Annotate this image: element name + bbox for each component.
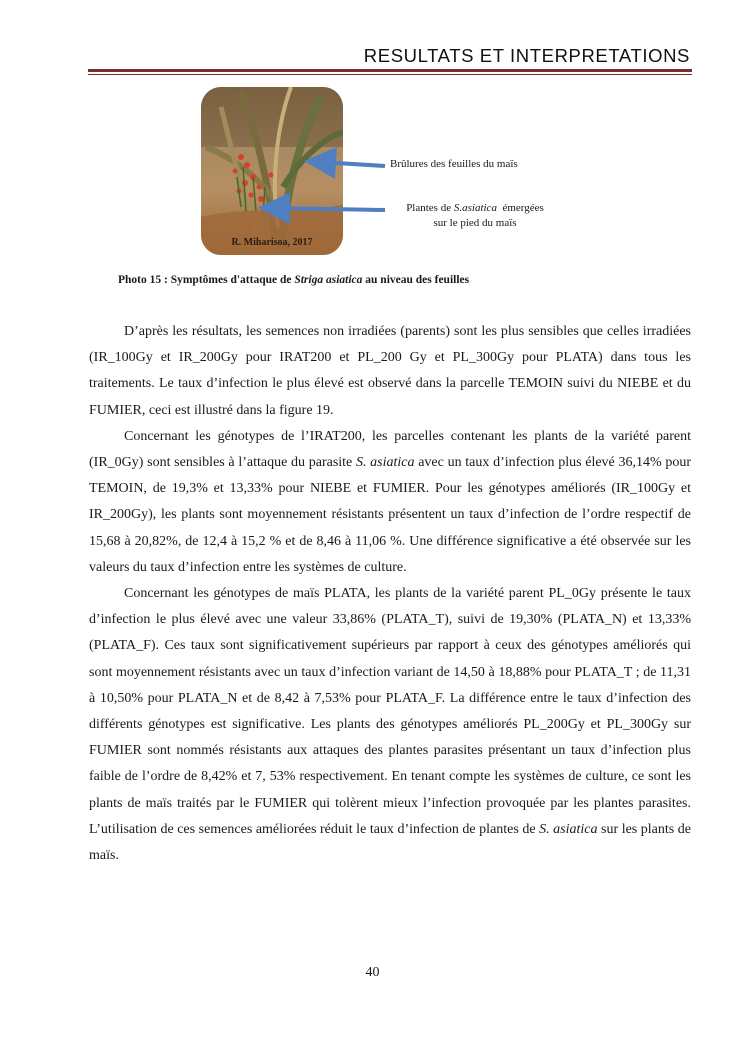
arrow-leaf-burn	[320, 162, 385, 166]
photo-credit: R. Miharisoa, 2017	[231, 237, 313, 248]
running-header: RESULTATS ET INTERPRETATIONS	[363, 45, 690, 66]
body-text	[89, 319, 691, 869]
page-number: 40	[365, 965, 380, 980]
annotation-striga-plants: Plantes de S.asiatica émergées sur le pied du maïs	[406, 202, 544, 229]
photo-caption: Photo 15 : Symptômes d'attaque de Striga asiatica au niveau des feuilles	[118, 274, 470, 286]
annotation-leaf-burn: Brûlures des feuilles du maïs	[390, 158, 518, 170]
paragraph-3: Concernant les génotypes de maïs PLATA, les plants de la variété parent PL_0Gy présente le taux d’infection le plus élevé avec une valeur 33,86% (PLATA_T), suivi de 19,30% (PLATA_N) et 13,33% (PLATA_F). Ces taux sont significativement supérieurs par rapport à ceux des génotypes améliorés qui sont moyennement résistants avec un taux d’infection variant de 14,50 à 18,88% pour PLATA_T ; de 11,31 à 10,50% pour PLATA_N et de 8,42 à 7,53% pour PLATA_F. La différence entre le taux d’infection des différents génotypes est significative. Les plants des génotypes améliorés PL_200Gy et PL_300Gy sur FUMIER sont nommés résistants aux attaques des plantes parasites présentant un taux d’infection plus faible de l’ordre de 8,42% et 7, 53% respectivement. En tenant compte les systèmes de culture, ce sont les plants de maïs traités par le FUMIER qui tolèrent mieux l’infection provoquée par les plantes parasites. L’utilisation de ces semences améliorées réduit le taux d’infection de plantes de S. asiatica sur les plants de maïs.	[89, 586, 691, 864]
paragraph-2: Concernant les génotypes de l’IRAT200, les parcelles contenant les plants de la variété parent (IR_0Gy) sont sensibles à l’attaque du parasite S. asiatica avec un taux d’infection plus élevé 36,14% pour TEMOIN, de 19,3% et 13,33% pour NIEBE et FUMIER. Pour les génotypes améliorés (IR_100Gy et IR_200Gy), les plants sont moyennement résistants présentent un taux d’infection de l’ordre respectif de 15,68 à 20,82%, de 12,4 à 15,2 % et de 8,46 à 11,06 %. Une différence significative a été observée sur les valeurs du taux d’infection entre les systèmes de culture.	[89, 428, 691, 575]
paragraph-1: D’après les résultats, les semences non irradiées (parents) sont les plus sensibles que celles irradiées (IR_100Gy et IR_200Gy pour IRAT200 et PL_200 Gy et PL_300Gy pour PLATA) dans tous les traitements. Le taux d’infection le plus élevé est observé dans la parcelle TEMOIN suivi du NIEBE et du FUMIER, ceci est illustré dans la figure 19.	[89, 324, 691, 418]
arrow-striga-plants	[274, 208, 385, 210]
annotation-arrows	[0, 0, 745, 300]
